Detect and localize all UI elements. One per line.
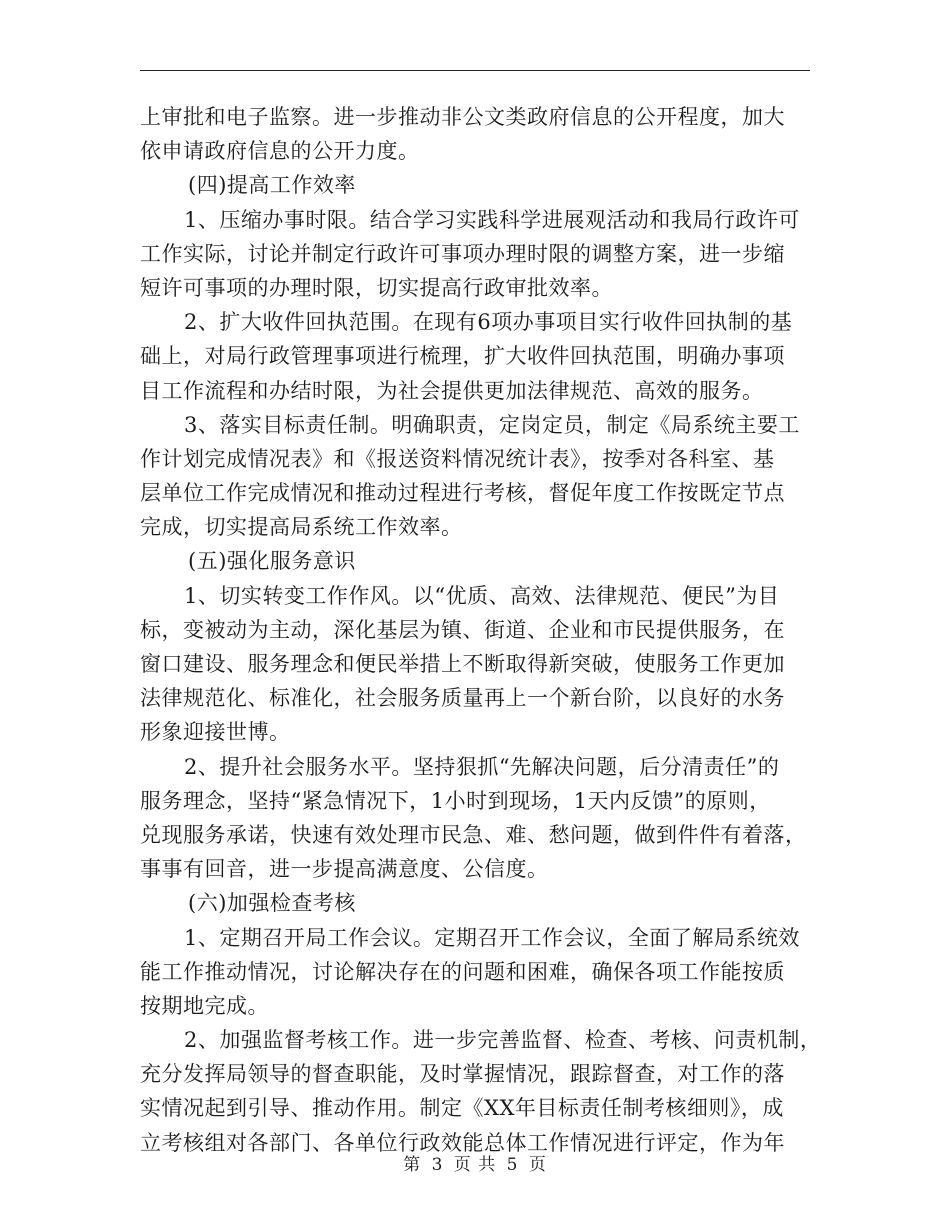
paragraph-start: 1、压缩办事时限。结合学习实践科学进展观活动和我局行政许可 — [184, 207, 800, 232]
total-page-count: 5 — [506, 1155, 519, 1175]
text-line: 事事有回音，进一步提高满意度、公信度。 — [140, 857, 549, 882]
text-line: 工作实际，讨论并制定行政许可事项办理时限的调整方案，进一步缩 — [140, 241, 785, 266]
current-page-number: 3 — [431, 1155, 444, 1175]
document-body — [140, 100, 822, 1160]
section-heading: (四)提高工作效率 — [188, 173, 356, 198]
header-rule — [140, 70, 810, 71]
section-heading: (六)加强检查考核 — [188, 891, 356, 916]
paragraph-start: 1、切实转变工作作风。以“优质、高效、法律规范、便民”为目 — [184, 583, 780, 608]
paragraph-start: 1、定期召开局工作会议。定期召开工作会议，全面了解局系统效 — [184, 925, 800, 950]
text-line: 按期地完成。 — [140, 993, 269, 1018]
text-line: 充分发挥局领导的督查职能，及时掌握情况，跟踪督查，对工作的落 — [140, 1062, 785, 1087]
text-line: 形象迎接世博。 — [140, 720, 291, 745]
text-line: 完成，切实提高局系统工作效率。 — [140, 515, 463, 540]
text-line: 层单位工作完成情况和推动过程进行考核，督促年度工作按既定节点 — [140, 481, 785, 506]
text-line: 实情况起到引导、推动作用。制定《XX年目标责任制考核细则》，成 — [140, 1096, 784, 1121]
page-number-footer — [0, 1150, 950, 1175]
footer-middle: 页 共 — [453, 1155, 497, 1175]
text-line: 依申请政府信息的公开力度。 — [140, 139, 420, 164]
section-heading: (五)强化服务意识 — [188, 549, 356, 574]
text-line: 服务理念，坚持“紧急情况下，1小时到现场，1天内反馈”的原则， — [140, 788, 771, 813]
paragraph-start: 2、扩大收件回执范围。在现有6项办事项目实行收件回执制的基 — [184, 310, 793, 335]
text-line: 法律规范化、标准化，社会服务质量再上一个新台阶，以良好的水务 — [140, 686, 785, 711]
text-line: 兑现服务承诺，快速有效处理市民急、难、愁问题，做到件件有着落， — [140, 822, 807, 847]
text-line: 窗口建设、服务理念和便民举措上不断取得新突破，使服务工作更加 — [140, 652, 785, 676]
text-line: 上审批和电子监察。进一步推动非公文类政府信息的公开程度，加大 — [140, 105, 785, 129]
text-line: 立考核组对各部门、各单位行政效能总体工作情况进行评定，作为年 — [140, 1130, 785, 1155]
text-line: 标，变被动为主动，深化基层为镇、街道、企业和市民提供服务，在 — [140, 617, 785, 642]
paragraph-start: 2、加强监督考核工作。进一步完善监督、检查、考核、问责机制， — [184, 1028, 822, 1053]
paragraph-start: 3、落实目标责任制。明确职责，定岗定员，制定《局系统主要工 — [184, 412, 800, 437]
text-line: 目工作流程和办结时限，为社会提供更加法律规范、高效的服务。 — [140, 378, 764, 403]
text-line: 短许可事项的办理时限，切实提高行政审批效率。 — [140, 275, 613, 300]
footer-prefix: 第 — [403, 1155, 422, 1175]
text-line: 础上，对局行政管理事项进行梳理，扩大收件回执范围，明确办事项 — [140, 344, 785, 369]
text-line: 能工作推动情况，讨论解决存在的问题和困难，确保各项工作能按质 — [140, 959, 785, 984]
paragraph-start: 2、提升社会服务水平。坚持狠抓“先解决问题，后分清责任”的 — [184, 754, 780, 779]
text-line: 作计划完成情况表》和《报送资料情况统计表》，按季对各科室、基 — [140, 446, 775, 471]
footer-suffix: 页 — [528, 1155, 547, 1175]
